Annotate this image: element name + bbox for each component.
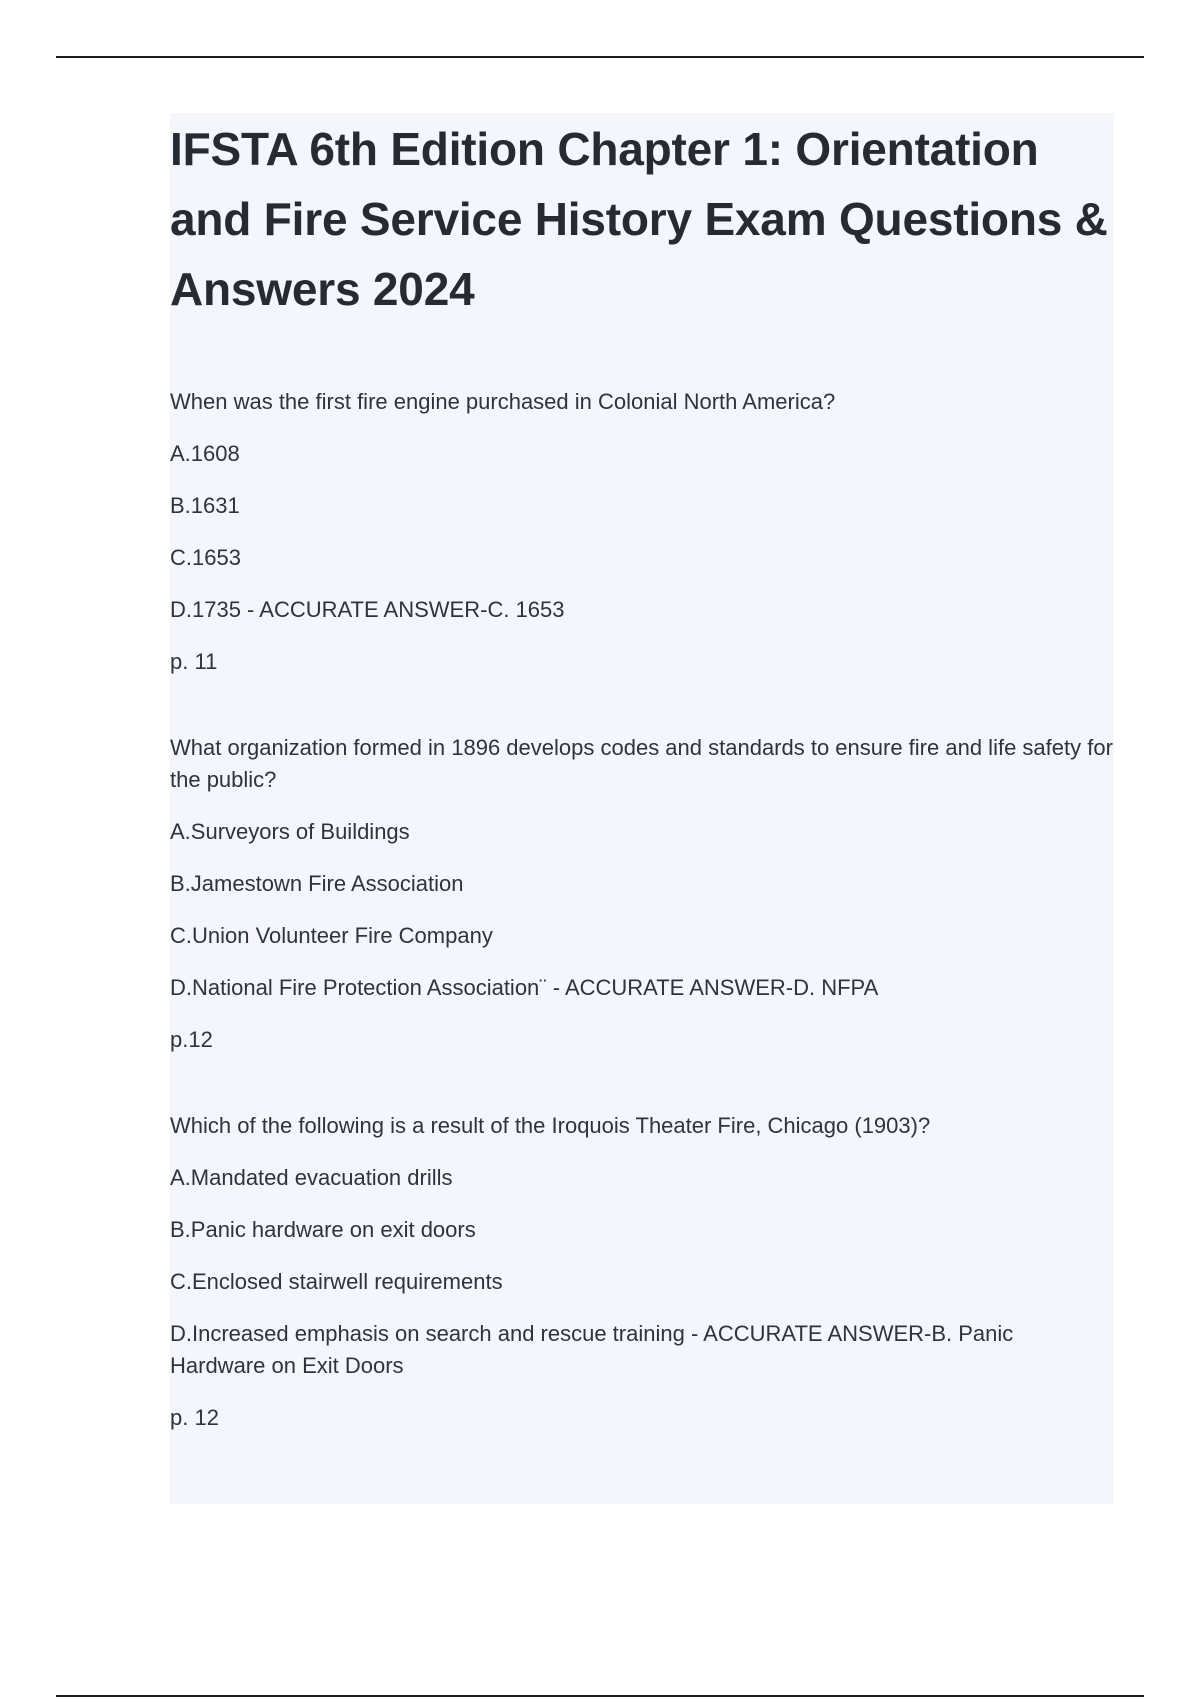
document-content bbox=[170, 113, 1114, 1504]
answer-option-a: A.1608 bbox=[170, 441, 240, 466]
question-block-2 bbox=[170, 732, 1114, 1056]
question-block-3 bbox=[170, 1110, 1114, 1434]
answer-option-b: B.Panic hardware on exit doors bbox=[170, 1217, 476, 1242]
page-reference: p. 12 bbox=[170, 1405, 219, 1430]
answer-option-b: B.Jamestown Fire Association bbox=[170, 871, 464, 896]
answer-option-d: D.Increased emphasis on search and rescue training - ACCURATE ANSWER-B. Panic Hardware on Exit Doors bbox=[170, 1321, 1014, 1378]
document-title: IFSTA 6th Edition Chapter 1: Orientation and Fire Service History Exam Questions & Answers 2024 bbox=[170, 123, 1108, 315]
answer-option-a: A.Surveyors of Buildings bbox=[170, 819, 410, 844]
question-block-1 bbox=[170, 386, 1114, 678]
answer-option-d: D.National Fire Protection Association¨ - ACCURATE ANSWER-D. NFPA bbox=[170, 975, 879, 1000]
question-text: What organization formed in 1896 develops codes and standards to ensure fire and life safety for the public? bbox=[170, 735, 1113, 792]
answer-option-c: C.Enclosed stairwell requirements bbox=[170, 1269, 503, 1294]
bottom-rule bbox=[56, 1695, 1144, 1697]
answer-option-b: B.1631 bbox=[170, 493, 240, 518]
answer-option-d: D.1735 - ACCURATE ANSWER-C. 1653 bbox=[170, 597, 565, 622]
answer-option-a: A.Mandated evacuation drills bbox=[170, 1165, 453, 1190]
question-text: Which of the following is a result of the Iroquois Theater Fire, Chicago (1903)? bbox=[170, 1113, 931, 1138]
page-reference: p. 11 bbox=[170, 649, 218, 674]
page-reference: p.12 bbox=[170, 1027, 213, 1052]
answer-option-c: C.Union Volunteer Fire Company bbox=[170, 923, 493, 948]
top-rule bbox=[56, 56, 1144, 58]
question-text: When was the first fire engine purchased in Colonial North America? bbox=[170, 389, 836, 414]
answer-option-c: C.1653 bbox=[170, 545, 241, 570]
